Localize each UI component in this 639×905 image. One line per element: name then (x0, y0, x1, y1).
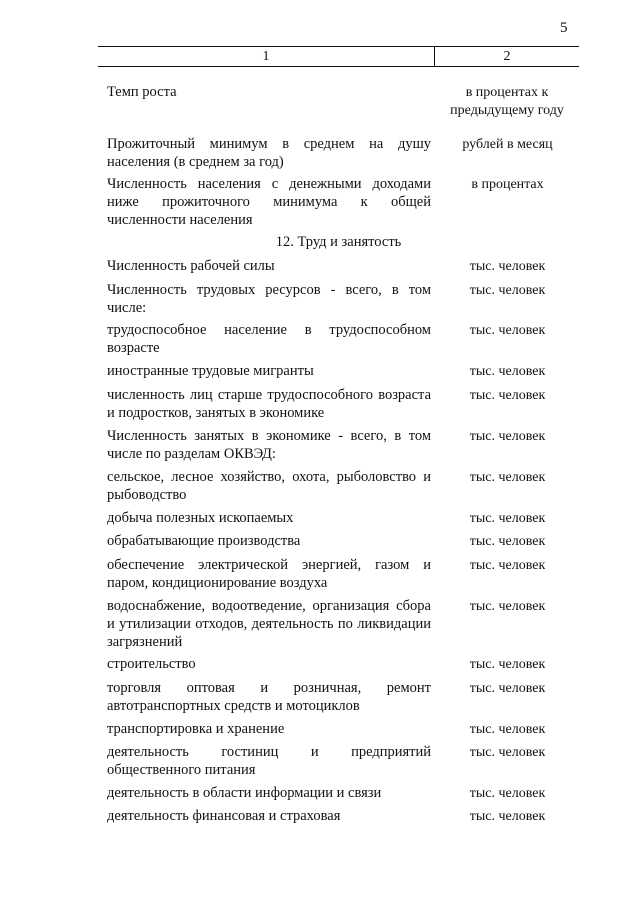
unit-of-measure: тыс. человек (469, 809, 546, 824)
indicator-name: водоснабжение, водоотведение, организация сбора и утилизации отходов, деятельность по ликвидации загрязнений (107, 598, 431, 650)
indicator-name: транспортировка и хранение (107, 721, 285, 737)
indicator-name: Темп роста (107, 84, 177, 100)
section-heading: 12. Труд и занятость (275, 234, 402, 250)
indicator-name: обрабатывающие производства (107, 533, 301, 549)
unit-of-measure: тыс. человек (469, 283, 546, 298)
indicator-name: Прожиточный минимум в среднем на душу населения (в среднем за год) (107, 136, 431, 170)
unit-of-measure: тыс. человек (469, 558, 546, 573)
unit-of-measure: тыс. человек (469, 511, 546, 526)
indicator-name: строительство (107, 656, 196, 672)
unit-of-measure: тыс. человек (469, 429, 546, 444)
indicator-name: торговля оптовая и розничная, ремонт автотранспортных средств и мотоциклов (107, 680, 431, 714)
unit-of-measure: тыс. человек (469, 745, 546, 760)
unit-of-measure: в процентах (471, 177, 544, 192)
unit-of-measure: тыс. человек (469, 722, 546, 737)
unit-of-measure: в процентах к предыдущему году (450, 85, 564, 118)
indicator-name: иностранные трудовые мигранты (107, 363, 314, 379)
indicator-name: Численность населения с денежными доходами ниже прожиточного минимума к общей численности населения (107, 176, 431, 228)
unit-of-measure: тыс. человек (469, 681, 546, 696)
indicator-name: Численность занятых в экономике - всего, в том числе по разделам ОКВЭД: (107, 428, 431, 462)
indicator-name: трудоспособное население в трудоспособном возрасте (107, 322, 431, 356)
page-number: 5 (560, 20, 568, 36)
unit-of-measure: тыс. человек (469, 364, 546, 379)
unit-of-measure: тыс. человек (469, 599, 546, 614)
indicator-name: сельское, лесное хозяйство, охота, рыболовство и рыбоводство (107, 469, 431, 503)
indicator-name: деятельность финансовая и страховая (107, 808, 341, 824)
indicator-name: численность лиц старше трудоспособного возраста и подростков, занятых в экономике (107, 387, 431, 421)
unit-of-measure: тыс. человек (469, 534, 546, 549)
unit-of-measure: рублей в месяц (462, 137, 553, 152)
indicator-name: деятельность в области информации и связи (107, 785, 382, 801)
indicator-name: Численность трудовых ресурсов - всего, в том числе: (107, 282, 431, 316)
unit-of-measure: тыс. человек (469, 657, 546, 672)
indicator-name: добыча полезных ископаемых (107, 510, 294, 526)
unit-of-measure: тыс. человек (469, 323, 546, 338)
indicator-name: обеспечение электрической энергией, газом и паром, кондиционирование воздуха (107, 557, 431, 591)
table-header-col-1: 1 (262, 49, 270, 64)
indicator-name: Численность рабочей силы (107, 258, 275, 274)
unit-of-measure: тыс. человек (469, 786, 546, 801)
unit-of-measure: тыс. человек (469, 388, 546, 403)
unit-of-measure: тыс. человек (469, 259, 546, 274)
indicator-name: деятельность гостиниц и предприятий общественного питания (107, 744, 431, 778)
unit-of-measure: тыс. человек (469, 470, 546, 485)
table-header-col-2: 2 (503, 49, 511, 64)
